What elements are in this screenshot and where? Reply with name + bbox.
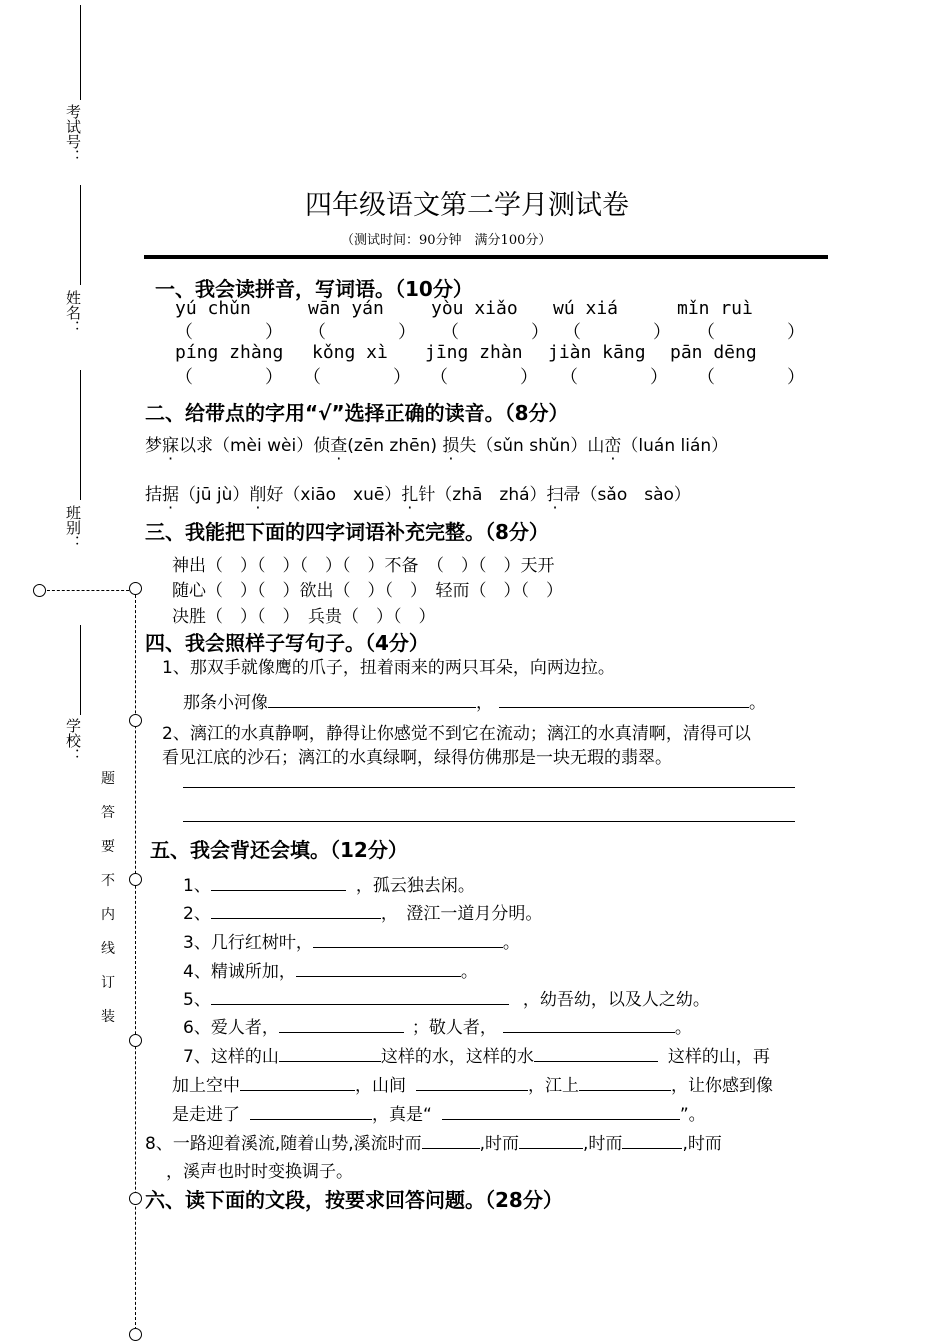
answer-underline[interactable] (416, 1074, 528, 1091)
answer-blank[interactable]: （ ） (175, 367, 283, 388)
section-4-heading: 四、我会照样子写句子。（4分） (145, 631, 429, 655)
answer-underline[interactable] (534, 1045, 658, 1062)
recite-item-7-line-1: 7、这样的山 这样的水，这样的水 这样的山，再 (183, 1047, 770, 1067)
dotted-char: 损 (442, 436, 460, 456)
pinyin-item: kǒng xì (312, 342, 388, 363)
seal-char: 线 (101, 941, 115, 957)
dotted-char: 峦 (604, 436, 622, 456)
recite-item-7-line-3: 是走进了 ，真是“ ”。 (172, 1105, 706, 1125)
answer-underline[interactable] (268, 691, 476, 708)
name-label: 姓名： (64, 290, 82, 335)
recite-item-1: 1、 ，孤云独去闲。 (183, 876, 475, 896)
dotted-char: 查 (330, 436, 348, 456)
seal-char: 答 (101, 805, 115, 821)
pinyin-item: wú xiá (553, 298, 619, 319)
header-rule (144, 255, 828, 259)
answer-underline[interactable] (422, 1132, 480, 1149)
dotted-char: 削 (249, 485, 267, 505)
answer-underline[interactable] (211, 988, 509, 1005)
answer-underline[interactable] (211, 874, 346, 891)
pinyin-item: jiàn kāng (548, 342, 646, 363)
recite-item-4: 4、精诚所加， 。 (183, 962, 478, 982)
answer-underline[interactable] (442, 1103, 680, 1120)
answer-blank[interactable]: （ ） (175, 322, 283, 343)
recite-item-8-line-2: ，溪声也时时变换调子。 (166, 1162, 353, 1182)
reading-item: 扎针（zhā zhá） (401, 485, 547, 505)
seal-char: 不 (101, 873, 115, 889)
margin-line-school (80, 625, 81, 715)
answer-blank[interactable]: （ ） (441, 322, 549, 343)
binding-hole (129, 873, 142, 886)
answer-underline[interactable] (211, 902, 381, 919)
pinyin-item: yòu xiǎo (431, 298, 518, 319)
answer-underline[interactable] (519, 1132, 583, 1149)
answer-underline[interactable] (279, 1045, 381, 1062)
pinyin-item: píng zhàng (175, 342, 284, 363)
margin-line-name (80, 185, 81, 285)
binding-hole (33, 584, 46, 597)
answer-blank[interactable]: （ ） (308, 322, 416, 343)
example-sentence-1: 1、那双手就像鹰的爪子，扭着雨来的两只耳朵，向两边拉。 (162, 658, 615, 678)
reading-item: 削好（xiāo xuē） (249, 485, 402, 505)
recite-item-6: 6、爱人者， ；敬人者， 。 (183, 1018, 692, 1038)
dotted-char: 扎 (401, 485, 419, 505)
answer-blank[interactable]: （ ） (697, 367, 805, 388)
seal-line-note (98, 768, 118, 1040)
idiom-line-2[interactable]: 随心（ ）（ ）欲出（ ）（ ） 轻而（ ）（ ） (172, 581, 563, 601)
reading-item: 侦查(zēn zhēn) (313, 436, 443, 456)
answer-blank[interactable]: （ ） (563, 322, 671, 343)
pinyin-item: wān yán (308, 298, 384, 319)
page-subtitle: （测试时间：90分钟 满分100分） (341, 233, 552, 248)
answer-underline[interactable] (503, 1016, 675, 1033)
idiom-line-1[interactable]: 神出（ ）（ ）（ ）（ ）不备 （ ）（ ）天开 (172, 556, 555, 576)
exam-no-label: 考试号： (64, 104, 82, 164)
recite-item-7-line-2: 加上空中 ，山间 ，江上 ，让你感到像 (172, 1076, 773, 1096)
reading-item: 拮据（jū jù） (145, 485, 250, 505)
margin-line-exam-no (80, 5, 81, 100)
binding-hole (129, 714, 142, 727)
recite-item-8-line-1: 8、一路迎着溪流,随着山势,溪流时而 ,时而 ,时而 ,时而 (145, 1134, 722, 1154)
example-sentence-2-line-2: 看见江底的沙石；漓江的水真绿啊，绿得仿佛那是一块无瑕的翡翠。 (162, 748, 672, 768)
answer-line[interactable] (183, 787, 795, 788)
reading-item: 山峦（luán lián） (587, 436, 729, 456)
reading-item: 扫帚（sǎo sào） (546, 485, 691, 505)
answer-underline[interactable] (250, 1103, 372, 1120)
answer-underline[interactable] (579, 1074, 671, 1091)
school-label: 学校： (64, 718, 82, 763)
page-title: 四年级语文第二学月测试卷 (305, 190, 629, 221)
section-2-line-2 (145, 480, 691, 505)
section-6-heading: 六、读下面的文段，按要求回答问题。（28分） (145, 1188, 563, 1212)
reading-item: 损失（sǔn shǔn） (442, 436, 588, 456)
imitation-prompt: 那条小河像 (183, 693, 268, 713)
binding-dash-horizontal (42, 590, 134, 591)
answer-underline[interactable] (499, 691, 749, 708)
binding-hole (129, 1328, 142, 1341)
pinyin-item: pān dēng (670, 342, 757, 363)
answer-blank[interactable]: （ ） (430, 367, 538, 388)
section-5-heading: 五、我会背还会填。（12分） (150, 838, 408, 862)
example-sentence-2-line-1: 2、漓江的水真静啊，静得让你感觉不到它在流动；漓江的水真清啊，清得可以 (162, 724, 751, 744)
answer-underline[interactable] (313, 931, 503, 948)
imitation-line-1: 那条小河像 ， 。 (183, 693, 766, 713)
seal-char: 要 (101, 839, 115, 855)
seal-char: 装 (101, 1009, 115, 1025)
dotted-char: 寐 (162, 436, 179, 456)
answer-blank[interactable]: （ ） (303, 367, 411, 388)
answer-line[interactable] (183, 821, 795, 822)
seal-char: 内 (101, 907, 115, 923)
pinyin-item: mǐn ruì (677, 298, 753, 319)
dotted-char: 据 (162, 485, 179, 505)
class-label: 班别： (64, 505, 82, 550)
answer-underline[interactable] (240, 1074, 355, 1091)
pinyin-item: yú chǔn (175, 298, 251, 319)
reading-item: 梦寐以求（mèi wèi） (145, 436, 314, 456)
recite-item-3: 3、几行红树叶， 。 (183, 933, 520, 953)
binding-hole (129, 1034, 142, 1047)
binding-hole (129, 582, 142, 595)
answer-blank[interactable]: （ ） (697, 322, 805, 343)
dotted-char: 扫 (546, 485, 564, 505)
seal-char: 题 (101, 771, 115, 787)
answer-underline[interactable] (296, 960, 461, 977)
pinyin-item: jīng zhàn (425, 342, 523, 363)
answer-blank[interactable]: （ ） (560, 367, 668, 388)
binding-dash-vertical (135, 585, 136, 1335)
section-2-line-1 (145, 431, 728, 456)
idiom-line-3[interactable]: 决胜（ ）（ ） 兵贵（ ）（ ） (172, 607, 436, 627)
section-1-heading: 一、我会读拼音，写词语。（10分） (155, 277, 473, 301)
recite-item-5: 5、 ，幼吾幼，以及人之幼。 (183, 990, 710, 1010)
answer-underline[interactable] (622, 1132, 682, 1149)
recite-item-2: 2、 ， 澄江一道月分明。 (183, 904, 543, 924)
section-3-heading: 三、我能把下面的四字词语补充完整。（8分） (145, 520, 549, 544)
section-2-heading: 二、给带点的字用“√”选择正确的读音。（8分） (145, 401, 569, 425)
seal-char: 订 (101, 975, 115, 991)
binding-hole (129, 1192, 142, 1205)
answer-underline[interactable] (279, 1016, 404, 1033)
margin-line-class (80, 370, 81, 500)
